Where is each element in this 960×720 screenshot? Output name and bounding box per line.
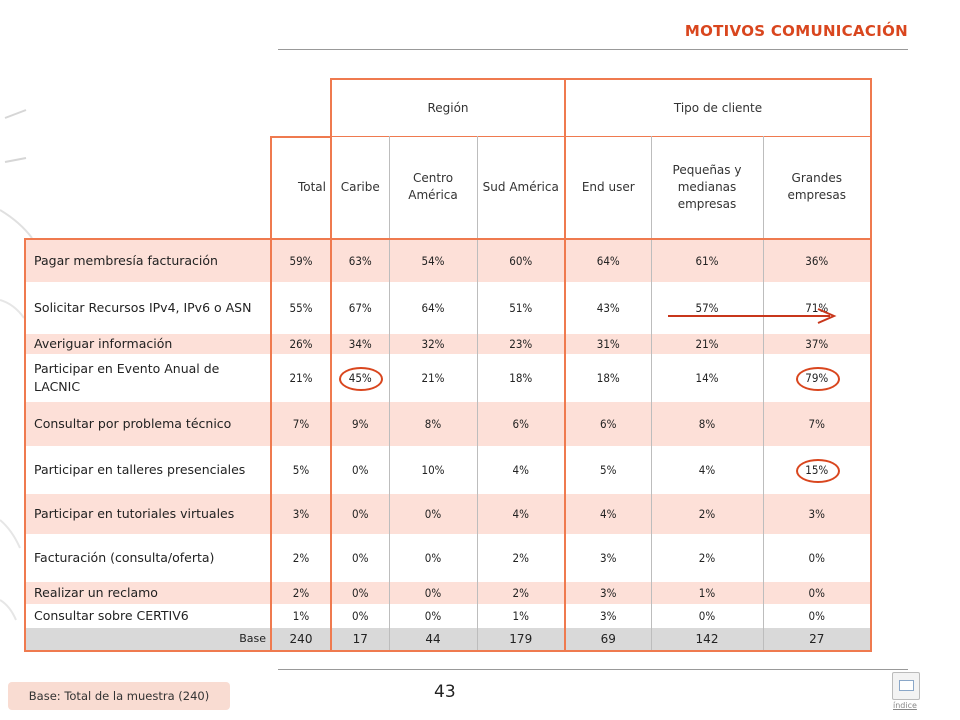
table-row	[25, 282, 871, 334]
group-header-tipo-cliente: Tipo de cliente	[565, 79, 871, 137]
table-cell: 63%	[331, 239, 389, 282]
table-cell: 0%	[389, 604, 477, 628]
table-cell: 7%	[271, 402, 331, 446]
table-cell: 21%	[271, 354, 331, 402]
table-cell: 9%	[331, 402, 389, 446]
table-cell: 10%	[389, 446, 477, 494]
row-label: Pagar membresía facturación	[25, 239, 271, 282]
table-cell: 36%	[763, 239, 871, 282]
monitor-icon	[899, 680, 914, 691]
table-cell: 4%	[651, 446, 763, 494]
table-cell: 2%	[477, 534, 565, 582]
highlight-circle	[339, 367, 383, 391]
table-cell: 2%	[271, 534, 331, 582]
title-divider	[278, 49, 908, 50]
table-cell: 31%	[565, 334, 651, 354]
table-cell: 1%	[477, 604, 565, 628]
table-cell: 0%	[389, 494, 477, 534]
table-row	[25, 354, 871, 402]
table-cell: 6%	[477, 402, 565, 446]
table-cell: 3%	[565, 534, 651, 582]
table-cell: 1%	[271, 604, 331, 628]
table-cell: 3%	[565, 604, 651, 628]
table-cell: 5%	[271, 446, 331, 494]
table-cell: 59%	[271, 239, 331, 282]
index-button[interactable]	[892, 672, 920, 700]
table-cell: 32%	[389, 334, 477, 354]
row-label: Participar en tutoriales virtuales	[25, 494, 271, 534]
table-cell: 60%	[477, 239, 565, 282]
table-cell: 0%	[331, 604, 389, 628]
table-cell: 67%	[331, 282, 389, 334]
table-cell: 0%	[763, 582, 871, 604]
table-cell: 0%	[331, 494, 389, 534]
column-header-grandes-empresas: Grandes empresas	[763, 137, 871, 239]
table-cell: 0%	[763, 534, 871, 582]
row-label: Realizar un reclamo	[25, 582, 271, 604]
table-cell: 4%	[477, 446, 565, 494]
table-cell: 15%	[763, 446, 871, 494]
table-row	[25, 582, 871, 604]
table-cell: 0%	[331, 582, 389, 604]
table-cell: 2%	[271, 582, 331, 604]
row-label: Solicitar Recursos IPv4, IPv6 o ASN	[25, 282, 271, 334]
table-cell: 71%	[763, 282, 871, 334]
column-header-end-user: End user	[565, 137, 651, 239]
base-cell: 179	[477, 628, 565, 651]
column-header-total: Total	[271, 137, 331, 239]
column-header-caribe: Caribe	[331, 137, 389, 239]
table-cell: 0%	[331, 446, 389, 494]
base-cell: 240	[271, 628, 331, 651]
group-header-region: Región	[331, 79, 565, 137]
table-cell: 5%	[565, 446, 651, 494]
column-header-sud-america: Sud América	[477, 137, 565, 239]
table-cell: 2%	[651, 534, 763, 582]
base-cell: 17	[331, 628, 389, 651]
table-cell: 54%	[389, 239, 477, 282]
table-cell: 64%	[565, 239, 651, 282]
table-cell: 3%	[763, 494, 871, 534]
table-cell: 37%	[763, 334, 871, 354]
table-cell: 14%	[651, 354, 763, 402]
table-cell: 6%	[565, 402, 651, 446]
row-label: Participar en Evento Anual de LACNIC	[25, 354, 271, 402]
table-cell: 0%	[651, 604, 763, 628]
table-cell: 0%	[331, 534, 389, 582]
table-cell: 55%	[271, 282, 331, 334]
row-label: Participar en talleres presenciales	[25, 446, 271, 494]
data-table	[24, 78, 872, 652]
page-title: MOTIVOS COMUNICACIÓN	[684, 22, 908, 40]
row-label: Averiguar información	[25, 334, 271, 354]
base-note: Base: Total de la muestra (240)	[8, 682, 230, 710]
page-number: 43	[434, 682, 456, 702]
footer-divider	[278, 669, 908, 670]
table-cell: 79%	[763, 354, 871, 402]
table-row	[25, 534, 871, 582]
column-header-pymes: Pequeñas y medianas empresas	[651, 137, 763, 239]
row-label: Facturación (consulta/oferta)	[25, 534, 271, 582]
table-row	[25, 494, 871, 534]
table-cell: 21%	[651, 334, 763, 354]
table-cell: 0%	[763, 604, 871, 628]
table-row	[25, 334, 871, 354]
table-row	[25, 402, 871, 446]
table-cell: 57%	[651, 282, 763, 334]
table-cell: 21%	[389, 354, 477, 402]
base-row	[25, 628, 871, 651]
table-cell: 8%	[651, 402, 763, 446]
table-row	[25, 604, 871, 628]
table-cell: 2%	[651, 494, 763, 534]
table-cell: 26%	[271, 334, 331, 354]
table-cell: 45%	[331, 354, 389, 402]
base-cell: 27	[763, 628, 871, 651]
table-cell: 3%	[271, 494, 331, 534]
table-cell: 0%	[389, 582, 477, 604]
index-link[interactable]: índice	[893, 701, 917, 710]
table-row	[25, 239, 871, 282]
base-cell: 44	[389, 628, 477, 651]
highlight-circle	[796, 367, 840, 391]
table-cell: 3%	[565, 582, 651, 604]
table-cell: 64%	[389, 282, 477, 334]
table-cell: 4%	[565, 494, 651, 534]
table-cell: 1%	[651, 582, 763, 604]
base-cell: 69	[565, 628, 651, 651]
table-cell: 8%	[389, 402, 477, 446]
table-cell: 34%	[331, 334, 389, 354]
table-cell: 18%	[565, 354, 651, 402]
table-cell: 23%	[477, 334, 565, 354]
table-cell: 2%	[477, 582, 565, 604]
base-label: Base	[25, 628, 271, 651]
row-label: Consultar por problema técnico	[25, 402, 271, 446]
table-row	[25, 446, 871, 494]
table-cell: 51%	[477, 282, 565, 334]
table-cell: 7%	[763, 402, 871, 446]
row-label: Consultar sobre CERTIV6	[25, 604, 271, 628]
table-cell: 43%	[565, 282, 651, 334]
base-cell: 142	[651, 628, 763, 651]
table-cell: 18%	[477, 354, 565, 402]
table-cell: 61%	[651, 239, 763, 282]
table-cell: 0%	[389, 534, 477, 582]
table-cell: 4%	[477, 494, 565, 534]
column-header-centro-america: Centro América	[389, 137, 477, 239]
highlight-circle	[796, 459, 840, 483]
